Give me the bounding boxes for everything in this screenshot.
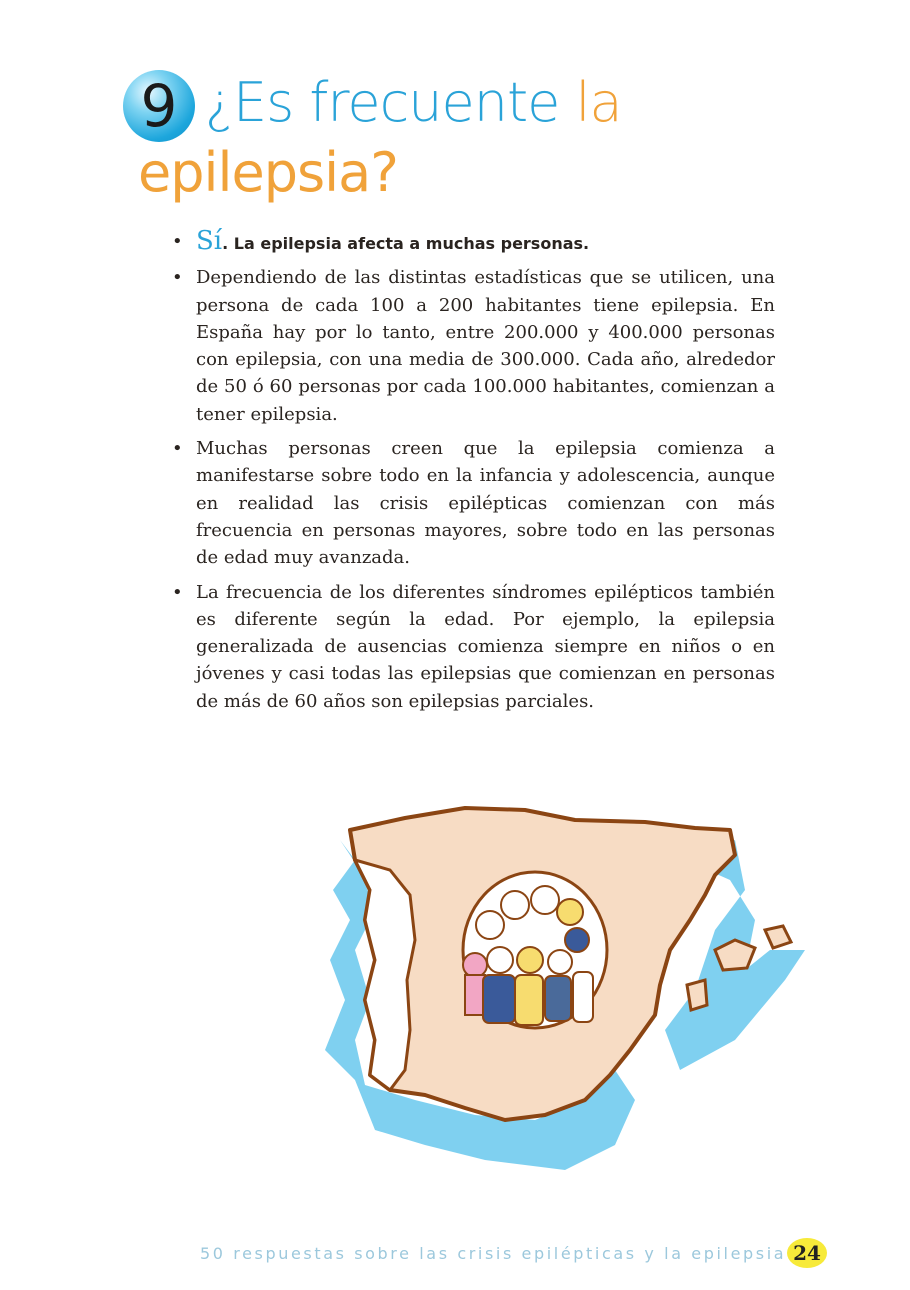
bullet-item [170,435,775,571]
page-number-badge: 24 [787,1238,827,1268]
bullet-item [170,228,775,257]
title-part-blue: ¿Es frecuente [205,71,560,134]
chapter-number-badge [123,70,195,142]
spain-map-crowd-illustration [315,800,815,1180]
bullet-text: Muchas personas creen que la epilepsia comienza a manifestarse sobre todo en la infancia y adolescencia, aunque en realidad las crisis epilépticas comienzan con más frecuencia en personas mayores, sobre todo en las personas de edad muy avanzada. [196,438,775,569]
bullet-dot-icon: • [172,267,183,289]
bullet-list [170,228,775,722]
answer-lead: . La epilepsia afecta a muchas personas. [222,234,590,253]
chapter-heading [0,0,910,220]
bullet-item [170,579,775,715]
bullet-dot-icon: • [172,231,183,252]
bullet-dot-icon: • [172,438,183,460]
answer-emphasis: Sí [196,226,223,256]
bullet-dot-icon: • [172,581,183,603]
chapter-title-line2: epilepsia? [138,141,398,204]
title-part-orange: la [575,71,622,134]
crowd-of-people-icon [463,872,607,1028]
bullet-item [170,264,775,428]
bullet-text: Dependiendo de las distintas estadísticas que se utilicen, una persona de cada 100 a 200 habitantes tiene epilepsia. En España hay por lo tanto, entre 200.000 y 400.000 personas con epilepsia, con una media de 300.000. Cada año, alrededor de 50 ó 60 personas por cada 100.000 habitantes, comienzan a tener epilepsia. [196,267,775,425]
bullet-text: La frecuencia de los diferentes síndromes epilépticos también es diferente según la edad. Por ejemplo, la epilepsia generalizada de ausencias comienza siempre en niños o en jóvenes y casi todas las epilepsias que comienzan en personas de más de 60 años son epilepsias parciales. [196,581,775,712]
book-footer-title: 50 respuestas sobre las crisis epilépticas y la epilepsia [200,1244,787,1263]
chapter-number: 9 [140,72,178,140]
chapter-title-line1 [205,70,622,136]
